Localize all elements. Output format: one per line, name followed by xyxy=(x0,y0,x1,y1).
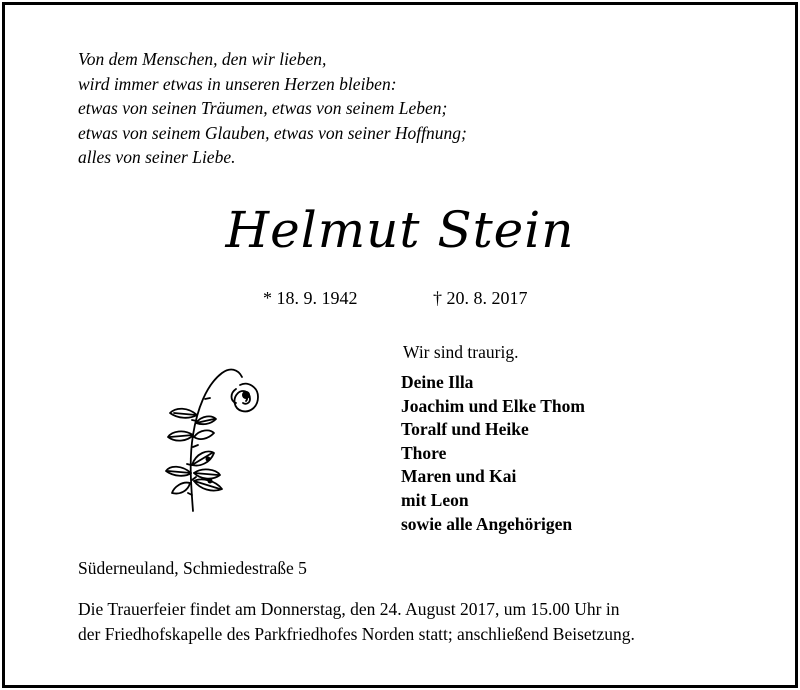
mourner-name: mit Leon xyxy=(401,489,469,510)
address: Süderneuland, Schmiedestraße 5 xyxy=(78,558,307,578)
poem-line: alles von seiner Liebe. xyxy=(78,147,236,167)
birth-date: * 18. 9. 1942 xyxy=(263,288,358,308)
death-date: † 20. 8. 2017 xyxy=(433,288,528,308)
mourner-name: Toralf und Heike xyxy=(401,419,529,440)
mourner-name: Thore xyxy=(401,442,447,463)
rose-icon xyxy=(160,355,270,515)
poem-line: wird immer etwas in unseren Herzen bleiben: xyxy=(78,73,397,94)
poem-line: Von dem Menschen, den wir lieben, xyxy=(78,49,327,69)
poem-line: etwas von seinem Glauben, etwas von seiner Hoffnung; xyxy=(78,122,467,143)
mourner-name: Joachim und Elke Thom xyxy=(401,395,585,416)
mourners-intro: Wir sind traurig. xyxy=(403,342,519,362)
mourner-name: Deine Illa xyxy=(401,372,474,392)
deceased-name: Helmut Stein xyxy=(225,201,575,259)
mourner-name: sowie alle Angehörigen xyxy=(401,513,573,534)
mourners-list xyxy=(401,371,585,536)
ceremony-notice xyxy=(78,597,635,647)
poem-line: etwas von seinen Träumen, etwas von seinem Leben; xyxy=(78,98,448,118)
obituary-notice xyxy=(2,2,798,688)
ceremony-line: Die Trauerfeier findet am Donnerstag, den 24. August 2017, um 15.00 Uhr in xyxy=(78,599,620,619)
mourner-name: Maren und Kai xyxy=(401,466,517,487)
poem xyxy=(78,47,467,170)
ceremony-line: der Friedhofskapelle des Parkfriedhofes Norden statt; anschließend Beisetzung. xyxy=(78,624,635,644)
